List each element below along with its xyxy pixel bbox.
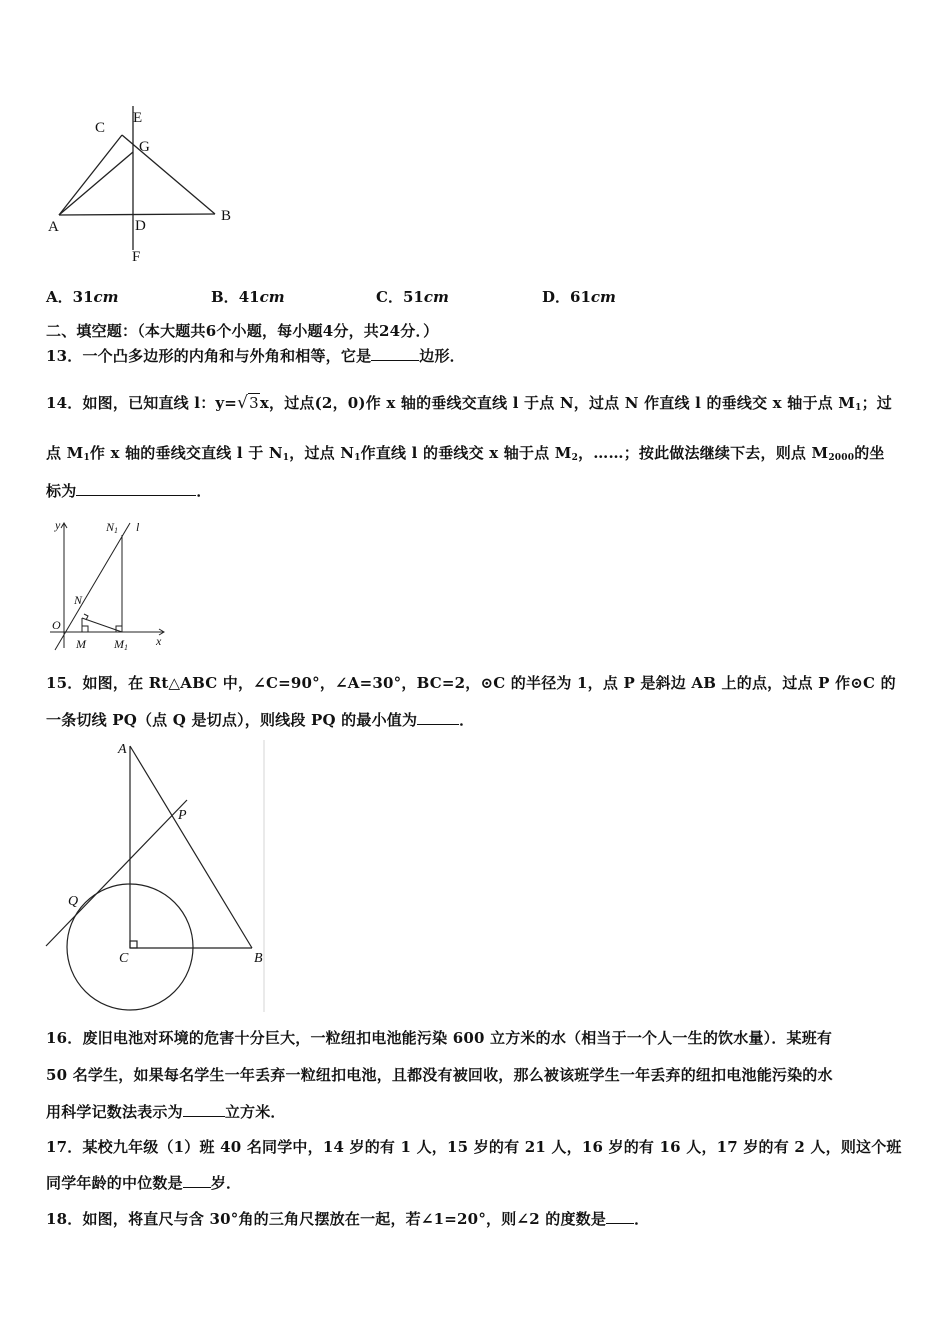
label-f: F (132, 249, 141, 265)
sqrt-expression: √3 (237, 393, 259, 413)
question-17-line-1: 17．某校九年级（1）班 40 名同学中，14 岁的有 1 人，15 岁的有 21 人，16 岁的有 16 人，17 岁的有 2 人，则这个班 (46, 1138, 902, 1156)
segment-cb (122, 135, 215, 214)
label-l: l (136, 520, 140, 534)
label-a: A (48, 219, 59, 235)
segment-ac (59, 135, 122, 215)
label-m1: M1 (114, 637, 128, 652)
question-16-line-2: 50 名学生，如果每名学生一年丢弃一粒纽扣电池，且都没有被回收，那么被该班学生一年丢弃的纽扣电池能污染的水 (46, 1066, 833, 1084)
answer-blank[interactable] (371, 346, 419, 361)
label-n: N (74, 593, 83, 607)
label-c: C (119, 951, 129, 966)
triangle-figure-q12 (40, 100, 250, 270)
question-16-line-1: 16．废旧电池对环境的危害十分巨大，一粒纽扣电池能污染 600 立方米的水（相当于一个人一生的饮水量）．某班有 (46, 1029, 833, 1047)
segment-ab (59, 214, 215, 215)
label-y: y (55, 518, 61, 532)
label-g: G (139, 139, 150, 155)
option-a: A．31cm (46, 288, 119, 306)
label-e: E (133, 110, 143, 126)
label-n1: N1 (106, 520, 119, 535)
label-b: B (221, 208, 232, 224)
answer-blank[interactable] (183, 1102, 225, 1117)
answer-blank[interactable] (606, 1209, 634, 1224)
section-heading: 二、填空题：（本大题共6个小题，每小题4分，共24分．） (46, 322, 439, 340)
question-14-line-3: 标为 ． (46, 482, 212, 500)
label-q: Q (68, 894, 79, 909)
triangle-circle-figure-q15 (42, 740, 272, 1015)
right-angle-mark (82, 626, 88, 632)
question-13: 13．一个凸多边形的内角和与外角和相等，它是 边形． (46, 347, 465, 365)
answer-blank[interactable] (417, 710, 459, 725)
option-b: B．41cm (211, 288, 285, 306)
label-x: x (156, 634, 162, 648)
tangent-pq (46, 800, 187, 946)
label-b: B (254, 951, 263, 966)
answer-blank[interactable] (76, 481, 196, 496)
label-d: D (135, 218, 146, 234)
question-15-line-1: 15．如图，在 Rt△ABC 中，∠C=90°，∠A=30°，BC=2，⊙C 的半径为 1，点 P 是斜边 AB 上的点，过点 P 作⊙C 的 (46, 674, 896, 692)
label-o: O (52, 618, 61, 632)
label-m: M (76, 637, 86, 651)
label-c: C (95, 120, 106, 136)
question-17-line-2: 同学年龄的中位数是 岁． (46, 1174, 242, 1192)
segment-ag (59, 152, 133, 215)
label-a: A (118, 742, 127, 757)
coordinate-figure-q14 (44, 515, 174, 655)
option-c: C．51cm (376, 288, 449, 306)
segment-ab (130, 746, 252, 948)
question-16-line-3: 用科学记数法表示为 立方米． (46, 1103, 286, 1121)
answer-blank[interactable] (183, 1173, 211, 1188)
right-angle-mark (130, 941, 137, 948)
question-18: 18．如图，将直尺与含 30°角的三角尺摆放在一起，若∠1=20°，则∠2 的度数是 ． (46, 1210, 650, 1228)
option-d: D．61cm (542, 288, 616, 306)
question-14-line-2: 点 $M_1$作 x 轴的垂线交直线 l 于 $N_1$，过点 $N_1$作直线 l 的垂线交 x 轴于点 $M_2$，……；按此做法继续下去，则点 $M_{2000}$的坐 (46, 444, 885, 463)
question-15-line-2: 一条切线 PQ（点 Q 是切点），则线段 PQ 的最小值为 ． (46, 711, 475, 729)
label-p: P (178, 808, 187, 823)
question-14-line-1: 14．如图，已知直线 l：y=√3x，过点(2，0)作 x 轴的垂线交直线 l 于点 N，过点 N 作直线 l 的垂线交 x 轴于点 $M_1$；过 (46, 393, 892, 413)
